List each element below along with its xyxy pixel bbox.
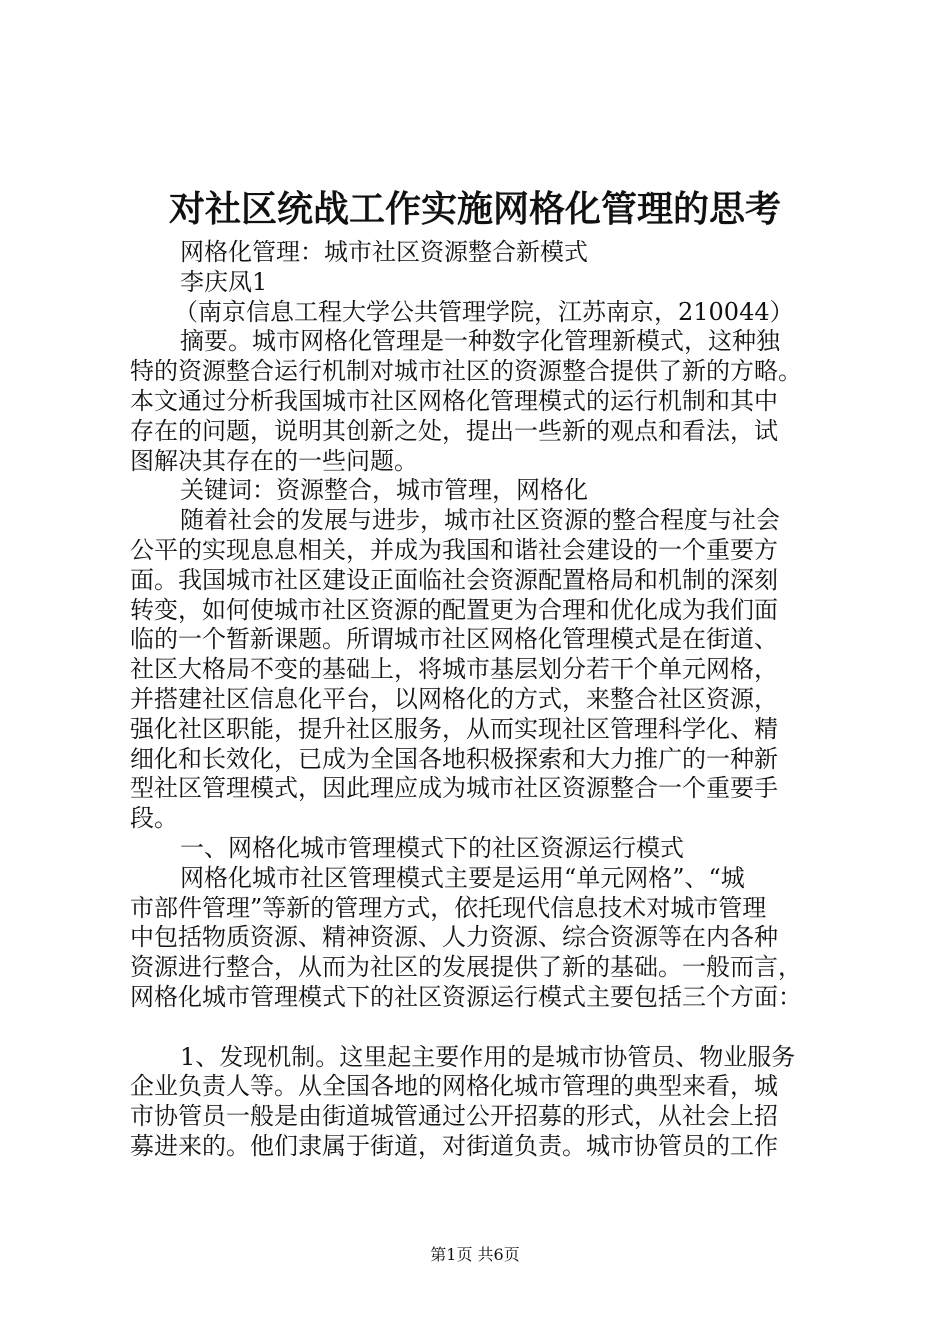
text-line: 市协管员一般是由街道城管通过公开招募的形式，从社会上招 [130,1102,778,1131]
text-line: 特的资源整合运行机制对城市社区的资源整合提供了新的方略。 [130,357,802,386]
document-title: 对社区统战工作实施网格化管理的思考 [168,188,781,230]
page-footer: 第1页 共6页 [430,1245,520,1264]
text-line: 网格化城市社区管理模式主要是运用“单元网格”、“城 [180,863,745,892]
text-line: 存在的问题，说明其创新之处，提出一些新的观点和看法，试 [130,416,778,445]
text-line: 段。 [130,804,178,833]
text-line: 募进来的。他们隶属于街道，对街道负责。城市协管员的工作 [130,1131,778,1160]
text-line: 1、发现机制。这里起主要作用的是城市协管员、物业服务 [180,1042,796,1071]
text-line: 型社区管理模式，因此理应成为城市社区资源整合一个重要手 [130,774,778,803]
text-line: 本文通过分析我国城市社区网格化管理模式的运行机制和其中 [130,386,778,415]
text-line: 网格化城市管理模式下的社区资源运行模式主要包括三个方面： [130,982,802,1011]
text-line: 资源进行整合，从而为社区的发展提供了新的基础。一般而言， [130,953,802,982]
text-line: 图解决其存在的一些问题。 [130,446,418,475]
text-line: 面。我国城市社区建设正面临社会资源配置格局和机制的深刻 [130,565,778,594]
text-line: 社区大格局不变的基础上，将城市基层划分若干个单元网格， [130,655,778,684]
text-line: 并搭建社区信息化平台，以网格化的方式，来整合社区资源， [130,684,778,713]
text-line: （南京信息工程大学公共管理学院，江苏南京，210044） [174,297,794,326]
text-line: 关键词：资源整合，城市管理，网格化 [180,476,588,505]
text-line: 李庆凤1 [180,267,268,296]
blank-line [130,1013,832,1043]
text-line: 临的一个暂新课题。所谓城市社区网格化管理模式是在街道、 [130,625,778,654]
text-line: 公平的实现息息相关，并成为我国和谐社会建设的一个重要方 [130,535,778,564]
text-line: 网格化管理：城市社区资源整合新模式 [180,238,588,266]
text-line: 一、网格化城市管理模式下的社区资源运行模式 [180,833,684,862]
text-line: 细化和长效化，已成为全国各地积极探索和大力推广的一种新 [130,744,778,773]
text-line: 转变，如何使城市社区资源的配置更为合理和优化成为我们面 [130,595,778,624]
text-line: 摘要。城市网格化管理是一种数字化管理新模式，这种独 [180,327,780,356]
text-line: 中包括物质资源、精神资源、人力资源、综合资源等在内各种 [130,923,778,952]
text-line: 企业负责人等。从全国各地的网格化城市管理的典型来看，城 [130,1072,778,1101]
text-line: 强化社区职能，提升社区服务，从而实现社区管理科学化、精 [130,714,778,743]
text-line: 随着社会的发展与进步，城市社区资源的整合程度与社会 [180,506,780,535]
document-body [130,238,832,1162]
text-line: 市部件管理”等新的管理方式，依托现代信息技术对城市管理 [130,893,767,922]
